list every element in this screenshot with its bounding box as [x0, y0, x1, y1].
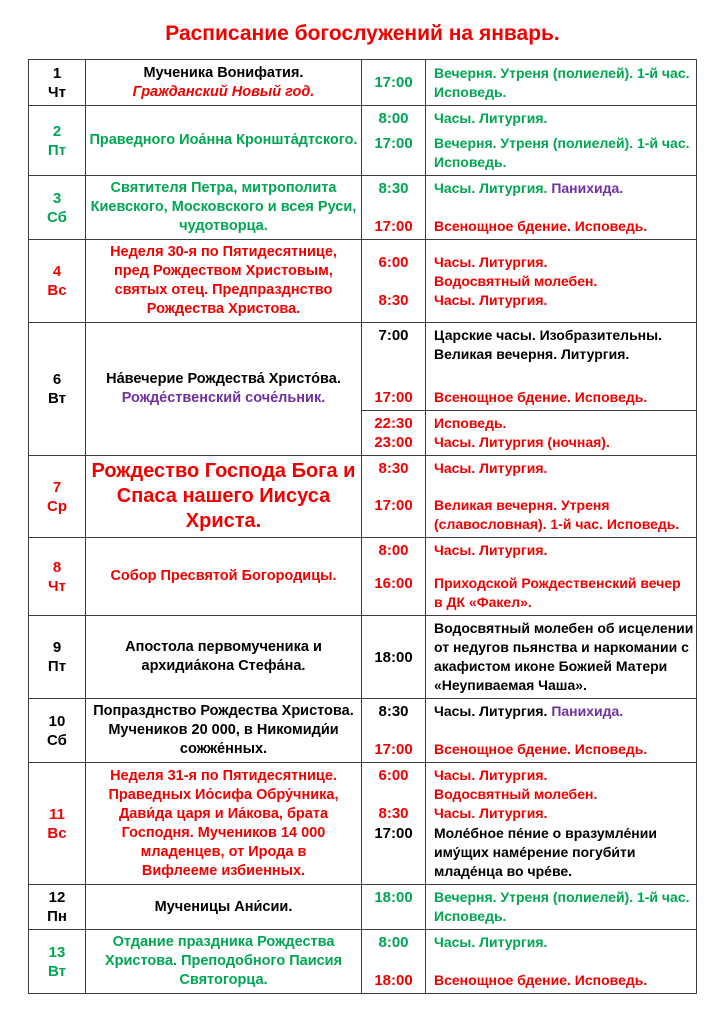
service-entry	[362, 414, 696, 433]
service-segment: иму́щих наме́рение погуби́ти	[434, 844, 636, 860]
service-block	[362, 456, 696, 537]
service-line	[434, 109, 694, 128]
service-line	[434, 907, 694, 926]
service-line	[434, 824, 694, 843]
service-line	[434, 291, 694, 310]
feast-line: Праведного Иоа́нна Кроншта́дтского.	[89, 132, 358, 148]
service-line	[434, 217, 694, 236]
service-line	[434, 888, 694, 907]
service-time: 17:00	[374, 825, 413, 842]
feast-line: Спаса нашего Иисуса	[116, 485, 331, 507]
service-segment: Великая вечерня. Литургия.	[434, 346, 630, 362]
feast-line: Праведных Ио́сифа Обру́чника,	[108, 786, 339, 803]
service-text	[425, 217, 696, 236]
service-line	[434, 153, 694, 172]
service-text	[425, 766, 696, 804]
service-segment: Всенощное бдение. Исповедь.	[434, 972, 648, 988]
service-block	[362, 240, 696, 322]
date-cell	[29, 763, 86, 884]
services-cell	[362, 616, 696, 698]
date-cell	[29, 240, 86, 322]
description-cell	[86, 323, 362, 455]
date-weekday: Пн	[47, 908, 67, 925]
feast-line: святых отец. Предпразднство	[114, 282, 333, 298]
date-number: 12	[48, 889, 66, 906]
service-entry	[362, 326, 696, 364]
service-text	[425, 109, 696, 128]
service-entry	[362, 179, 696, 198]
service-line	[434, 179, 694, 198]
description-cell	[86, 763, 362, 884]
description-cell	[86, 456, 362, 537]
service-line	[434, 785, 694, 804]
service-line	[434, 272, 694, 291]
schedule-row	[29, 60, 696, 105]
service-entry	[362, 459, 696, 478]
service-text	[425, 574, 696, 612]
service-segment: Часы. Литургия.	[434, 460, 548, 476]
date-number: 2	[52, 122, 62, 140]
date-number: 9	[52, 639, 62, 656]
schedule-row	[29, 698, 696, 762]
service-segment: Водосвятный молебен.	[434, 786, 598, 802]
service-block	[362, 410, 696, 455]
description-cell	[86, 699, 362, 762]
service-segment: Часы. Литургия.	[434, 253, 548, 270]
date-number: 1	[52, 64, 62, 82]
service-line	[434, 414, 694, 433]
service-entry	[362, 740, 696, 759]
date-weekday: Пт	[47, 141, 67, 159]
feast-line: Неделя 30-я по Пятидесятнице,	[110, 244, 337, 260]
service-entry	[362, 496, 696, 534]
service-text	[425, 326, 696, 364]
service-segment: Часы. Литургия (ночная).	[434, 434, 610, 450]
service-text	[425, 804, 696, 823]
service-line	[434, 971, 694, 990]
service-segment: Водосвятный молебен об исцелении	[434, 620, 694, 636]
schedule-row	[29, 455, 696, 537]
service-entry	[362, 64, 696, 102]
date-weekday: Чт	[48, 577, 66, 595]
service-line	[434, 766, 694, 785]
feast-line: Апостола первомученика и	[125, 639, 322, 655]
services-cell	[362, 176, 696, 239]
service-segment: Всенощное бдение. Исповедь.	[434, 389, 648, 405]
service-entry	[362, 541, 696, 560]
feast-line: Киевского, Московского и всея Руси,	[90, 199, 357, 215]
feast-line: Христа.	[185, 510, 262, 532]
schedule-row	[29, 615, 696, 698]
service-time: 17:00	[374, 741, 413, 758]
service-line	[434, 64, 694, 83]
service-time: 17:00	[374, 135, 413, 152]
feast-line: Отдание праздника Рождества	[112, 934, 335, 950]
feast-line: Святогорца.	[179, 972, 268, 988]
date-number: 11	[49, 805, 65, 823]
feast-line: Гражданский Новый год.	[132, 83, 315, 100]
service-segment: Исповедь.	[434, 83, 507, 100]
service-segment: Исповедь.	[434, 154, 507, 170]
service-line	[434, 740, 694, 759]
service-time: 18:00	[374, 648, 413, 666]
feast-line: Христова. Преподобного Паисия	[104, 953, 343, 969]
service-entry	[362, 291, 696, 310]
service-time: 23:00	[374, 434, 413, 451]
service-block	[362, 930, 696, 993]
service-entry	[362, 933, 696, 952]
page-title: Расписание богослужений на январь.	[165, 22, 560, 45]
service-segment: Панихида.	[547, 180, 624, 196]
service-line	[434, 253, 694, 272]
service-text	[425, 824, 696, 881]
feast-line: Собор Пресвятой Богородицы.	[110, 568, 337, 584]
service-line	[434, 933, 694, 952]
service-segment: Всенощное бдение. Исповедь.	[434, 218, 648, 234]
date-number: 13	[48, 943, 66, 961]
service-text	[425, 496, 696, 534]
feast-line: чудотворца.	[179, 218, 268, 234]
feast-line: Мучеников 20 000, в Никомиди́и	[108, 722, 339, 738]
service-segment: Часы. Литургия.	[434, 180, 548, 196]
service-segment: Всенощное бдение. Исповедь.	[434, 741, 648, 757]
services-cell	[362, 60, 696, 105]
service-segment: Часы. Литургия.	[434, 805, 548, 821]
schedule-row	[29, 105, 696, 175]
service-segment: в ДК «Факел».	[434, 594, 532, 610]
services-cell	[362, 456, 696, 537]
service-time: 8:30	[378, 460, 409, 477]
feast-line: Попразднство Рождества Христова.	[93, 703, 354, 719]
service-time: 6:00	[378, 767, 409, 784]
service-segment: Панихида.	[547, 703, 624, 719]
services-cell	[362, 763, 696, 884]
service-line	[434, 843, 694, 862]
service-time: 17:00	[374, 389, 413, 406]
service-time: 8:00	[378, 934, 409, 951]
date-cell	[29, 616, 86, 698]
service-line	[434, 593, 694, 612]
service-segment: Часы. Литургия.	[434, 291, 548, 308]
service-segment: (славословная). 1-й час. Исповедь.	[434, 516, 680, 532]
service-text	[425, 433, 696, 452]
service-time: 18:00	[374, 889, 413, 906]
feast-line: Дави́да царя и Иа́кова, брата	[118, 805, 329, 822]
service-text	[425, 253, 696, 291]
service-line	[434, 134, 694, 153]
date-number: 10	[48, 712, 66, 730]
service-time: 8:30	[378, 703, 409, 720]
feast-line: На́вечерие Рождества́ Христо́ва.	[106, 371, 341, 387]
date-number: 6	[52, 371, 62, 388]
service-block	[362, 699, 696, 762]
service-entry	[362, 971, 696, 990]
service-text	[425, 702, 696, 721]
date-weekday: Вс	[47, 282, 67, 299]
service-text	[425, 459, 696, 478]
service-time: 7:00	[378, 327, 409, 344]
date-number: 3	[52, 189, 62, 207]
service-line	[434, 702, 694, 721]
feast-line: Господня. Мучеников 14 000	[121, 824, 326, 841]
service-text	[425, 64, 696, 102]
service-line	[434, 657, 694, 676]
service-entry	[362, 253, 696, 291]
services-cell	[362, 538, 696, 615]
feast-line: Рождество Господа Бога и	[91, 460, 356, 482]
date-weekday: Сб	[47, 208, 67, 226]
service-entry	[362, 702, 696, 721]
service-line	[434, 619, 694, 638]
service-time: 16:00	[374, 575, 413, 592]
service-time: 18:00	[374, 972, 413, 989]
feast-line: Рожде́ственский соче́льник.	[121, 390, 326, 406]
description-cell	[86, 616, 362, 698]
service-entry	[362, 388, 696, 407]
service-segment: Водосвятный молебен.	[434, 272, 598, 289]
description-cell	[86, 885, 362, 929]
service-entry	[362, 109, 696, 128]
service-text	[425, 541, 696, 560]
service-line	[434, 638, 694, 657]
date-cell	[29, 699, 86, 762]
service-block	[362, 106, 696, 175]
feast-line: младенцев, от Ирода в	[140, 843, 307, 860]
service-block	[362, 323, 696, 410]
service-block	[362, 538, 696, 615]
service-block	[362, 616, 696, 698]
service-line	[434, 459, 694, 478]
service-segment: Часы. Литургия.	[434, 542, 548, 558]
date-weekday: Вс	[47, 824, 67, 842]
feast-line: архидиа́кона Стефа́на.	[141, 658, 306, 674]
services-cell	[362, 106, 696, 175]
date-weekday: Сб	[47, 731, 67, 749]
service-text	[425, 740, 696, 759]
service-segment: Часы. Литургия.	[434, 934, 548, 950]
service-text	[425, 134, 696, 172]
schedule-row	[29, 929, 696, 993]
description-cell	[86, 240, 362, 322]
schedule-row	[29, 175, 696, 239]
feast-line: Мученика Вонифатия.	[143, 64, 304, 81]
service-block	[362, 885, 696, 929]
feast-line: сожже́нных.	[179, 741, 268, 757]
service-segment: Царские часы. Изобразительны.	[434, 327, 662, 343]
feast-line: Мученицы Ани́сии.	[154, 898, 293, 915]
date-cell	[29, 60, 86, 105]
date-cell	[29, 456, 86, 537]
service-line	[434, 83, 694, 102]
feast-line: Святителя Петра, митрополита	[110, 180, 337, 196]
service-line	[434, 388, 694, 407]
service-segment: Вечерня. Утреня (полиелей). 1-й час.	[434, 135, 690, 151]
service-segment: Часы. Литургия.	[434, 110, 548, 126]
service-entry	[362, 804, 696, 823]
schedule-row	[29, 537, 696, 615]
service-time: 8:30	[378, 180, 409, 197]
service-text	[425, 933, 696, 952]
service-line	[434, 515, 694, 534]
service-entry	[362, 766, 696, 804]
service-line	[434, 345, 694, 364]
service-segment: Приходской Рождественский вечер	[434, 575, 681, 591]
service-text	[425, 619, 696, 695]
description-cell	[86, 106, 362, 175]
service-entry	[362, 134, 696, 172]
description-cell	[86, 60, 362, 105]
service-text	[425, 414, 696, 433]
schedule-row	[29, 239, 696, 322]
service-segment: Исповедь.	[434, 415, 507, 431]
service-entry	[362, 824, 696, 881]
service-block	[362, 60, 696, 105]
services-cell	[362, 885, 696, 929]
service-segment: Великая вечерня. Утреня	[434, 497, 610, 513]
service-entry	[362, 433, 696, 452]
service-entry	[362, 574, 696, 612]
services-cell	[362, 323, 696, 455]
date-number: 7	[52, 478, 62, 496]
service-segment: младе́нца во чре́ве.	[434, 863, 573, 879]
description-cell	[86, 176, 362, 239]
service-line	[434, 433, 694, 452]
schedule-row	[29, 762, 696, 884]
service-line	[434, 496, 694, 515]
service-text	[425, 388, 696, 407]
date-cell	[29, 538, 86, 615]
service-line	[434, 804, 694, 823]
schedule-row	[29, 322, 696, 455]
service-time: 8:30	[378, 291, 409, 309]
date-cell	[29, 930, 86, 993]
date-weekday: Вт	[48, 962, 66, 980]
service-time: 6:00	[378, 253, 409, 271]
service-time: 22:30	[374, 415, 413, 432]
description-cell	[86, 538, 362, 615]
service-segment: акафистом иконе Божией Матери	[434, 658, 668, 674]
service-line	[434, 574, 694, 593]
service-entry	[362, 888, 696, 926]
date-weekday: Чт	[48, 83, 66, 101]
date-number: 4	[52, 263, 62, 280]
date-cell	[29, 323, 86, 455]
service-segment: Вечерня. Утреня (полиелей). 1-й час.	[434, 889, 690, 905]
service-segment: «Неупиваемая Чаша».	[434, 677, 587, 693]
service-text	[425, 888, 696, 926]
service-line	[434, 862, 694, 881]
feast-line: Неделя 31-я по Пятидесятнице.	[110, 767, 337, 784]
schedule-table	[28, 59, 697, 994]
service-line	[434, 541, 694, 560]
date-cell	[29, 106, 86, 175]
service-entry	[362, 217, 696, 236]
service-segment: от недугов пьянства и наркомании с	[434, 639, 689, 655]
service-time: 17:00	[374, 497, 413, 514]
service-time: 8:00	[378, 110, 409, 127]
service-line	[434, 676, 694, 695]
service-block	[362, 763, 696, 884]
service-segment: Исповедь.	[434, 908, 507, 924]
service-segment: Часы. Литургия.	[434, 767, 548, 783]
date-weekday: Ср	[47, 497, 67, 515]
service-time: 17:00	[374, 74, 413, 91]
service-time: 8:00	[378, 542, 409, 559]
date-cell	[29, 176, 86, 239]
date-weekday: Пт	[47, 658, 67, 675]
services-cell	[362, 240, 696, 322]
service-text	[425, 971, 696, 990]
date-weekday: Вт	[48, 390, 66, 407]
service-entry	[362, 619, 696, 695]
services-cell	[362, 699, 696, 762]
service-line	[434, 326, 694, 345]
service-text	[425, 179, 696, 198]
schedule-row	[29, 884, 696, 929]
service-segment: Часы. Литургия.	[434, 703, 548, 719]
service-time: 8:30	[378, 805, 409, 822]
feast-line: пред Рождеством Христовым,	[114, 263, 333, 279]
services-cell	[362, 930, 696, 993]
date-number: 8	[52, 558, 62, 576]
date-cell	[29, 885, 86, 929]
service-segment: Вечерня. Утреня (полиелей). 1-й час.	[434, 64, 690, 81]
service-time: 17:00	[374, 218, 413, 235]
service-segment: Моле́бное пе́ние о вразумле́нии	[434, 825, 657, 841]
description-cell	[86, 930, 362, 993]
feast-line: Вифлееме избиенных.	[141, 862, 306, 879]
service-block	[362, 176, 696, 239]
service-text	[425, 291, 696, 310]
feast-line: Рождества Христова.	[146, 301, 301, 317]
